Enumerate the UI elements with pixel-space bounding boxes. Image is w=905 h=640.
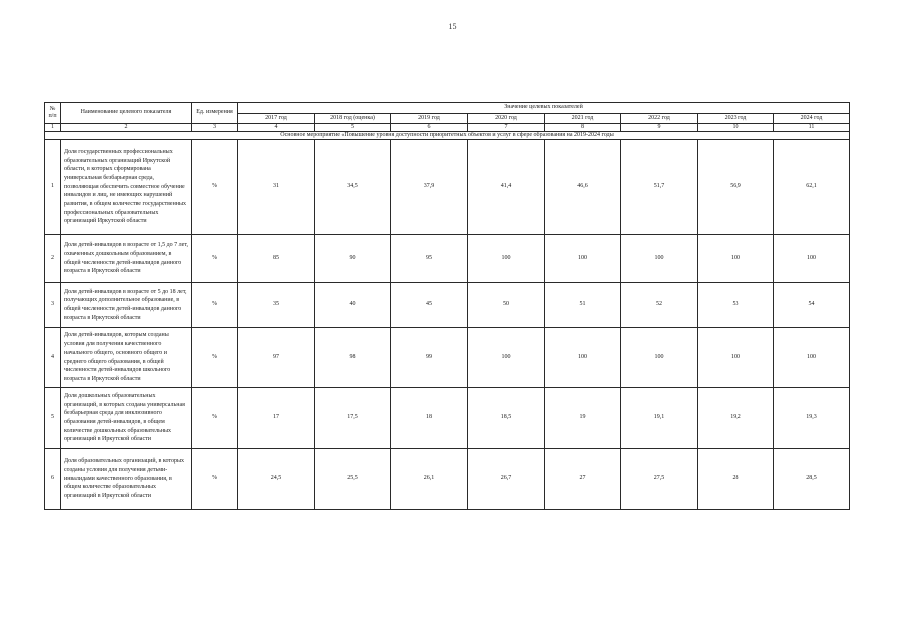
value-cell: 62,1 xyxy=(774,140,850,235)
header-num: № п/п xyxy=(45,103,61,124)
value-cell: 27,5 xyxy=(621,449,698,510)
value-cell: 54 xyxy=(774,283,850,328)
value-cell: 37,9 xyxy=(391,140,468,235)
column-number: 1 xyxy=(45,124,61,132)
page-number: 15 xyxy=(448,22,457,31)
value-cell: 18 xyxy=(391,388,468,449)
value-cell: 52 xyxy=(621,283,698,328)
value-cell: 99 xyxy=(391,328,468,388)
value-cell: 28 xyxy=(698,449,774,510)
section-row xyxy=(45,132,850,140)
indicator-name: Доля детей-инвалидов в возрасте от 1,5 до 7 лет, охваченных дошкольным образованием, в общей численности детей-инвалидов данного возраста в Иркутской области xyxy=(61,235,192,283)
section-title: Основное мероприятие «Повышение уровня доступности приоритетных объектов и услуг в сфере образования на 2019-2024 годы xyxy=(45,132,850,140)
value-cell: 53 xyxy=(698,283,774,328)
value-cell: 100 xyxy=(621,328,698,388)
unit-cell: % xyxy=(192,388,238,449)
value-cell: 100 xyxy=(468,235,545,283)
value-cell: 100 xyxy=(468,328,545,388)
header-year: 2024 год xyxy=(774,114,850,124)
indicators-table xyxy=(44,102,850,510)
row-number: 3 xyxy=(45,283,61,328)
value-cell: 26,1 xyxy=(391,449,468,510)
unit-cell: % xyxy=(192,328,238,388)
value-cell: 51,7 xyxy=(621,140,698,235)
header-year: 2019 год xyxy=(391,114,468,124)
column-number: 7 xyxy=(468,124,545,132)
value-cell: 90 xyxy=(315,235,391,283)
indicator-name: Доля дошкольных образовательных организаций, в которых создана универсальная безбарьерная среда для инклюзивного образования детей-инвалидов, в общем количестве дошкольных образовательных организаций в Иркутской области xyxy=(61,388,192,449)
header-year: 2023 год xyxy=(698,114,774,124)
header-name: Наименование целевого показателя xyxy=(61,103,192,124)
header-year: 2017 год xyxy=(238,114,315,124)
table-row xyxy=(45,328,850,388)
indicator-name: Доля образовательных организаций, в которых созданы условия для получения детьми-инвалидами качественного образования, в общем количестве образовательных организаций в Иркутской области xyxy=(61,449,192,510)
header-unit: Ед. измерения xyxy=(192,103,238,124)
row-number: 4 xyxy=(45,328,61,388)
column-number-row xyxy=(45,124,850,132)
indicator-name: Доля детей-инвалидов в возрасте от 5 до 18 лет, получающих дополнительное образование, в общей численности детей-инвалидов данного возраста в Иркутской области xyxy=(61,283,192,328)
value-cell: 100 xyxy=(545,235,621,283)
value-cell: 85 xyxy=(238,235,315,283)
unit-cell: % xyxy=(192,235,238,283)
unit-cell: % xyxy=(192,449,238,510)
header-values-group: Значение целевых показателей xyxy=(238,103,850,114)
row-number: 6 xyxy=(45,449,61,510)
value-cell: 41,4 xyxy=(468,140,545,235)
value-cell: 50 xyxy=(468,283,545,328)
row-number: 1 xyxy=(45,140,61,235)
value-cell: 26,7 xyxy=(468,449,545,510)
value-cell: 98 xyxy=(315,328,391,388)
table-row xyxy=(45,140,850,235)
row-number: 5 xyxy=(45,388,61,449)
row-number: 2 xyxy=(45,235,61,283)
indicator-name: Доля детей-инвалидов, которым созданы условия для получения качественного начального общего, основного общего и среднего общего образования, в общей численности детей-инвалидов школьного возраста в Иркутской области xyxy=(61,328,192,388)
unit-cell: % xyxy=(192,140,238,235)
column-number: 9 xyxy=(621,124,698,132)
table-row xyxy=(45,449,850,510)
column-number: 3 xyxy=(192,124,238,132)
value-cell: 100 xyxy=(774,328,850,388)
table-row xyxy=(45,388,850,449)
value-cell: 25,5 xyxy=(315,449,391,510)
column-number: 2 xyxy=(61,124,192,132)
value-cell: 51 xyxy=(545,283,621,328)
header-year: 2022 год xyxy=(621,114,698,124)
value-cell: 27 xyxy=(545,449,621,510)
value-cell: 56,9 xyxy=(698,140,774,235)
value-cell: 100 xyxy=(774,235,850,283)
value-cell: 46,6 xyxy=(545,140,621,235)
table-row xyxy=(45,235,850,283)
column-number: 8 xyxy=(545,124,621,132)
value-cell: 97 xyxy=(238,328,315,388)
value-cell: 31 xyxy=(238,140,315,235)
header-year: 2018 год (оценка) xyxy=(315,114,391,124)
value-cell: 18,5 xyxy=(468,388,545,449)
value-cell: 100 xyxy=(545,328,621,388)
value-cell: 35 xyxy=(238,283,315,328)
value-cell: 17,5 xyxy=(315,388,391,449)
value-cell: 34,5 xyxy=(315,140,391,235)
column-number: 11 xyxy=(774,124,850,132)
column-number: 5 xyxy=(315,124,391,132)
value-cell: 100 xyxy=(621,235,698,283)
unit-cell: % xyxy=(192,283,238,328)
value-cell: 19,1 xyxy=(621,388,698,449)
value-cell: 19,3 xyxy=(774,388,850,449)
column-number: 4 xyxy=(238,124,315,132)
value-cell: 28,5 xyxy=(774,449,850,510)
value-cell: 24,5 xyxy=(238,449,315,510)
value-cell: 100 xyxy=(698,328,774,388)
column-number: 10 xyxy=(698,124,774,132)
header-row xyxy=(45,103,850,114)
value-cell: 19,2 xyxy=(698,388,774,449)
column-number: 6 xyxy=(391,124,468,132)
header-year: 2021 год xyxy=(545,114,621,124)
header-year: 2020 год xyxy=(468,114,545,124)
table-row xyxy=(45,283,850,328)
value-cell: 100 xyxy=(698,235,774,283)
indicator-name: Доля государственных профессиональных образовательных организаций Иркутской области, в которых сформирована универсальная безбарьерная среда, позволяющая обеспечить совместное обучение инвалидов и лиц, не имеющих нарушений развития, в общем количестве государственных профессиональных образовательных организаций Иркутской области xyxy=(61,140,192,235)
value-cell: 19 xyxy=(545,388,621,449)
value-cell: 95 xyxy=(391,235,468,283)
value-cell: 40 xyxy=(315,283,391,328)
value-cell: 45 xyxy=(391,283,468,328)
value-cell: 17 xyxy=(238,388,315,449)
